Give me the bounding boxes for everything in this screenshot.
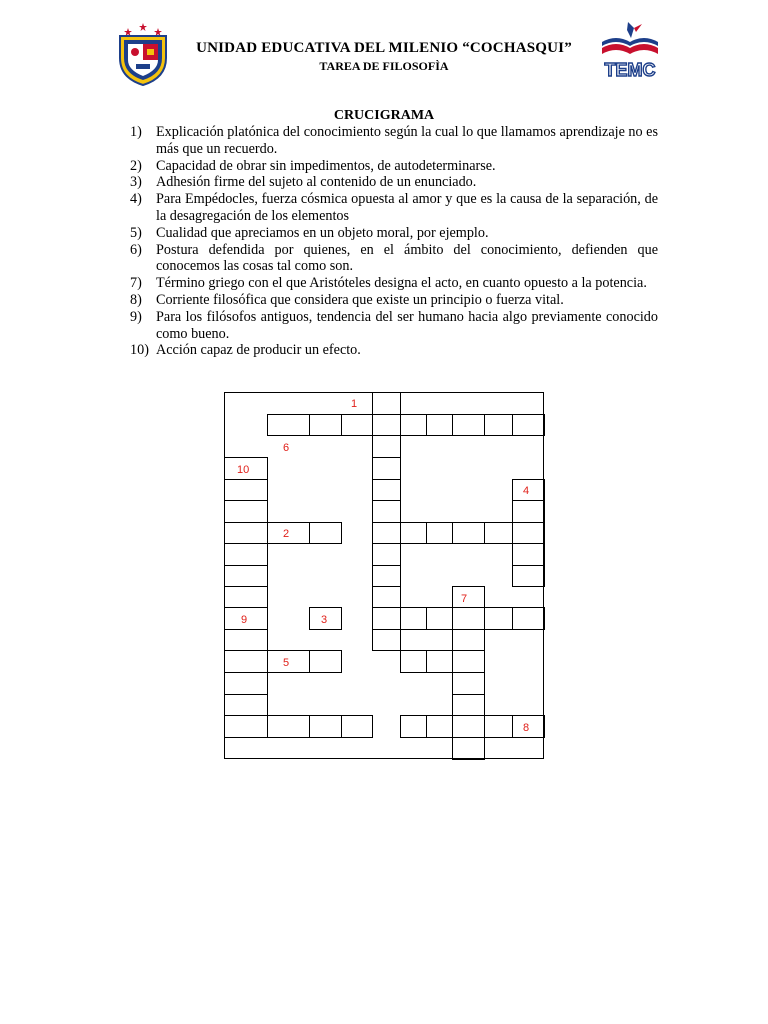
crossword-cell[interactable] [512,565,545,587]
clue-item [130,342,658,359]
clue-text: Capacidad de obrar sin impedimentos, de autodeterminarse. [156,157,496,174]
crossword-cell[interactable] [452,586,485,608]
crossword-cell[interactable] [426,650,453,673]
crossword-cell[interactable] [309,414,342,436]
crossword-cell[interactable] [400,650,427,673]
crossword-cell[interactable] [224,565,268,587]
crossword-cell[interactable] [484,522,513,544]
crossword-cell[interactable] [224,672,268,695]
crossword-cell[interactable] [512,543,545,566]
clue-text: Para los filósofos antiguos, tendencia del ser humano hacia algo previamente conocido como bueno. [156,308,658,342]
crossword-number-3: 3 [321,614,328,626]
crossword-cell[interactable] [372,522,401,544]
crossword-cell[interactable] [452,629,485,651]
crossword-cell[interactable] [372,457,401,480]
clue-number: 3) [130,174,142,191]
crossword-number-5: 5 [283,657,290,669]
crossword-cell[interactable] [372,479,401,501]
crossword-cell[interactable] [372,607,401,630]
crossword-cell[interactable] [484,607,513,630]
crossword-cell[interactable] [309,522,342,544]
crossword-cell[interactable] [484,414,513,436]
crossword-cell[interactable] [224,586,268,608]
clue-number: 7) [130,275,142,292]
crossword-cell[interactable] [372,565,401,587]
crossword-cell[interactable] [372,435,401,458]
crossword-cell[interactable] [426,715,453,738]
clue-text: Explicación platónica del conocimiento según la cual lo que llamamos aprendizaje no es más que un recuerdo. [156,124,658,157]
crossword-number-4: 4 [523,485,530,497]
crossword-cell[interactable] [400,607,427,630]
crossword-cell[interactable] [512,414,545,436]
crossword-cell[interactable] [224,479,268,501]
clue-text: Cualidad que apreciamos en un objeto moral, por ejemplo. [156,224,489,241]
crossword-cell[interactable] [372,414,401,436]
clue-item [130,275,658,292]
clue-list [130,124,658,359]
clue-number: 6) [130,241,142,258]
assignment-subtitle: TAREA DE FILOSOFÌA [319,59,449,73]
crossword-number-8: 8 [523,722,530,734]
clue-number: 10) [130,342,149,359]
crossword-cell[interactable] [400,715,427,738]
crossword-title: CRUCIGRAMA [333,108,435,123]
crossword-cell[interactable] [426,607,453,630]
crossword-cell[interactable] [341,715,373,738]
school-name: UNIDAD EDUCATIVA DEL MILENIO “COCHASQUI” [196,40,572,56]
crossword-cell[interactable] [512,522,545,544]
clue-item [130,242,658,276]
crossword-cell[interactable] [512,500,545,523]
clue-item [130,309,658,343]
crossword-cell[interactable] [452,650,485,673]
crossword-cell[interactable] [224,500,268,523]
crossword-cell[interactable] [224,543,268,566]
crossword-cell[interactable] [224,650,268,673]
crossword-cell[interactable] [452,672,485,695]
crossword-cell[interactable] [372,586,401,608]
crossword-cell[interactable] [400,414,427,436]
crossword-cell[interactable] [309,715,342,738]
clue-item [130,124,658,158]
clue-text: Postura defendida por quienes, en el ámbito del conocimiento, defienden que conocemos las cosas tal como son. [156,241,658,275]
crossword-cell[interactable] [426,522,453,544]
crossword-cell[interactable] [267,715,310,738]
crossword-cell[interactable] [426,414,453,436]
clue-text: Adhesión firme del sujeto al contenido de un enunciado. [156,174,477,191]
crossword-number-7: 7 [461,593,468,605]
clue-item [130,174,658,191]
clue-text: Acción capaz de producir un efecto. [156,342,361,359]
crossword-cell[interactable] [309,650,342,673]
crossword-cell[interactable] [484,715,513,738]
clue-item [130,191,658,225]
crossword-cell[interactable] [372,543,401,566]
crossword-number-9: 9 [241,614,248,626]
crossword-number-10: 10 [237,464,250,476]
crossword-cell[interactable] [224,629,268,651]
clue-number: 5) [130,224,142,241]
crossword-grid [224,392,544,759]
clue-item [130,225,658,242]
crossword-number-1: 1 [351,398,358,410]
crossword-cell[interactable] [452,607,485,630]
crossword-cell[interactable] [372,392,401,415]
crossword-cell[interactable] [372,629,401,651]
clue-number: 9) [130,308,142,325]
temc-logo-text: TEMC [604,60,656,80]
page-header [0,0,768,100]
crossword-cell[interactable] [452,694,485,716]
clue-number: 4) [130,191,142,208]
crossword-cell[interactable] [512,607,545,630]
clue-text: Término griego con el que Aristóteles designa el acto, en cuanto opuesto a la potencia. [156,275,647,292]
crossword-cell[interactable] [452,715,485,738]
clue-text: Para Empédocles, fuerza cósmica opuesta al amor y que es la causa de la separación, de la desagregación de los elementos [156,191,658,224]
crossword-cell[interactable] [224,522,268,544]
crossword-cell[interactable] [224,694,268,716]
crossword-cell[interactable] [224,715,268,738]
crossword-cell[interactable] [452,522,485,544]
clue-number: 1) [130,124,142,140]
temc-book-logo-icon [598,18,662,82]
clue-number: 8) [130,291,142,308]
clue-text: Corriente filosófica que considera que existe un principio o fuerza vital. [156,291,564,308]
clue-item [130,158,658,175]
clue-item [130,292,658,309]
crossword-number-6: 6 [283,442,290,454]
crossword-cell[interactable] [372,500,401,523]
crossword-cell[interactable] [452,414,485,436]
crossword-cell[interactable] [452,737,485,760]
crossword-cell[interactable] [400,522,427,544]
clue-number: 2) [130,157,142,174]
crossword-cell[interactable] [341,414,373,436]
crossword-cell[interactable] [267,414,310,436]
crossword-number-2: 2 [283,528,290,540]
